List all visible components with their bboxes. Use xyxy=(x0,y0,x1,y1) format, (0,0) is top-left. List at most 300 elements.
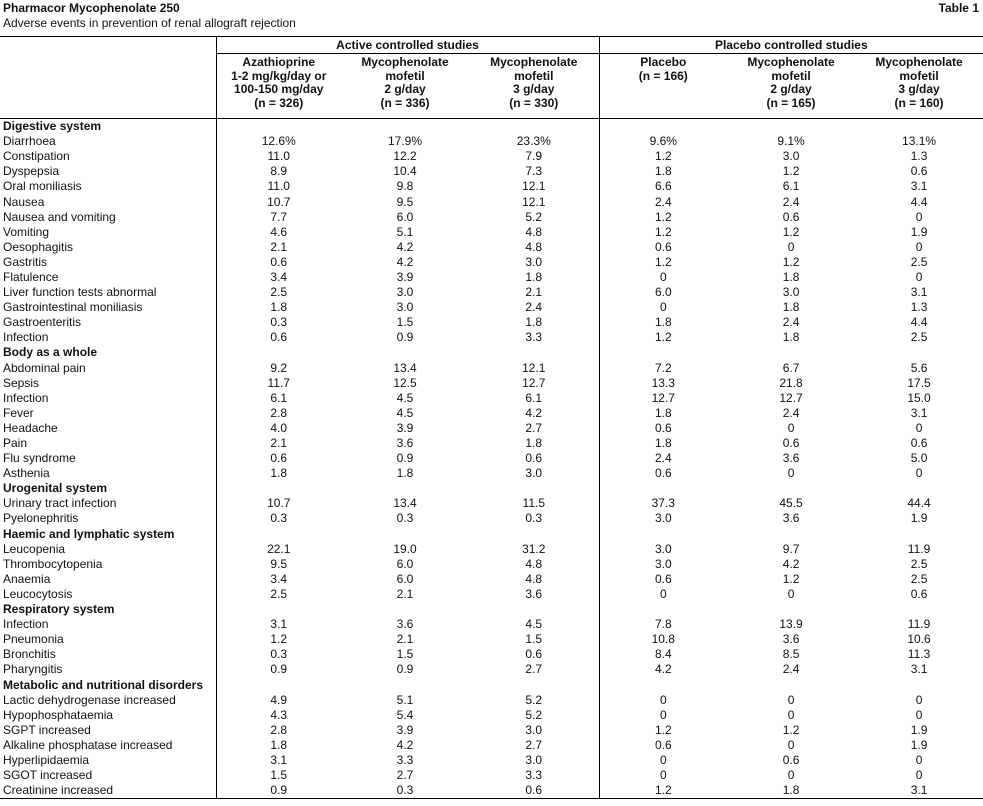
value-cell: 1.2 xyxy=(599,783,727,799)
value-cell: 0.9 xyxy=(396,330,414,345)
empty-cell xyxy=(855,527,983,542)
value-cell: 5.4 xyxy=(396,707,414,722)
value-cell: 2.8 xyxy=(216,406,341,421)
value-cell: 7.8 xyxy=(599,617,727,632)
value-cell: 2.4 xyxy=(782,405,800,420)
value-cell: 11.9 xyxy=(907,541,931,556)
value-cell: 4.2 xyxy=(782,556,800,571)
section-row xyxy=(0,527,983,542)
value-cell: 0.9 xyxy=(396,451,414,466)
value-cell: 0.6 xyxy=(469,783,599,799)
value-cell: 45.5 xyxy=(779,496,803,511)
table-row xyxy=(0,662,983,677)
value-cell: 3.1 xyxy=(910,179,928,194)
value-cell: 4.0 xyxy=(216,421,341,436)
value-cell: 6.1 xyxy=(525,390,543,405)
table-row xyxy=(0,134,983,149)
value-cell: 4.8 xyxy=(525,224,543,239)
section-heading: Urogenital system xyxy=(3,481,108,496)
value-cell: 0 xyxy=(915,269,923,284)
value-cell: 1.2 xyxy=(216,632,341,647)
value-cell: 4.2 xyxy=(396,737,414,752)
column-header-line: 2 g/day xyxy=(770,82,812,97)
value-cell: 4.5 xyxy=(525,617,543,632)
empty-cell xyxy=(855,119,983,135)
value-cell: 0 xyxy=(787,768,795,783)
empty-cell xyxy=(341,527,469,542)
event-label: Asthenia xyxy=(3,466,50,481)
value-cell: 2.5 xyxy=(910,254,928,269)
value-cell: 1.8 xyxy=(525,269,543,284)
table-row xyxy=(0,285,983,300)
value-cell: 3.3 xyxy=(525,330,543,345)
table-row xyxy=(0,240,983,255)
event-label: Flatulence xyxy=(3,269,59,284)
value-cell: 13.3 xyxy=(599,376,727,391)
value-cell: 12.7 xyxy=(779,390,803,405)
event-label: Leucopenia xyxy=(3,541,66,556)
empty-cell xyxy=(216,527,341,542)
value-cell: 2.5 xyxy=(910,571,928,586)
event-label: SGPT increased xyxy=(3,722,91,737)
column-header-line: 3 g/day xyxy=(898,82,940,97)
table-row xyxy=(0,376,983,391)
value-cell: 0.6 xyxy=(525,451,543,466)
value-cell: 2.4 xyxy=(782,315,800,330)
empty-cell xyxy=(599,527,727,542)
value-cell: 1.8 xyxy=(216,466,341,481)
value-cell: 0 xyxy=(599,300,727,315)
value-cell: 4.8 xyxy=(525,239,543,254)
value-cell: 10.8 xyxy=(599,632,727,647)
value-cell: 6.0 xyxy=(599,285,727,300)
value-cell: 1.2 xyxy=(599,723,727,738)
value-cell: 0 xyxy=(599,270,727,285)
event-label: Bronchitis xyxy=(3,647,56,662)
table-row xyxy=(0,194,983,209)
value-cell: 12.1 xyxy=(522,179,546,194)
table-row xyxy=(0,225,983,240)
value-cell: 6.1 xyxy=(782,179,800,194)
table-number: Table 1 xyxy=(938,1,979,15)
value-cell: 4.8 xyxy=(525,571,543,586)
value-cell: 12.2 xyxy=(393,149,417,164)
value-cell: 10.7 xyxy=(216,496,341,511)
column-header-line: (n = 330) xyxy=(509,95,559,110)
event-label: Nausea and vomiting xyxy=(3,209,116,224)
column-header xyxy=(727,54,855,119)
column-header-line: Mycophenolate xyxy=(875,55,963,69)
value-cell: 9.8 xyxy=(396,179,414,194)
title-row xyxy=(3,1,979,16)
column-header-line: Placebo xyxy=(640,55,687,69)
table-row xyxy=(0,421,983,436)
value-cell: 0 xyxy=(915,768,923,783)
event-label: Flu syndrome xyxy=(3,451,76,466)
value-cell: 3.6 xyxy=(782,632,800,647)
empty-cell xyxy=(855,481,983,496)
column-header xyxy=(599,54,727,119)
value-cell: 3.0 xyxy=(599,542,727,557)
value-cell: 0.3 xyxy=(396,511,414,526)
event-label: Leucocytosis xyxy=(3,586,73,601)
event-label: Thrombocytopenia xyxy=(3,556,103,571)
value-cell: 2.5 xyxy=(216,587,341,602)
value-cell: 3.9 xyxy=(396,420,414,435)
column-header-line: (n = 165) xyxy=(766,95,816,110)
value-cell: 5.6 xyxy=(910,360,928,375)
value-cell: 1.8 xyxy=(525,436,543,451)
column-header-blank xyxy=(0,54,216,119)
value-cell: 1.5 xyxy=(525,632,543,647)
value-cell: 0.6 xyxy=(910,586,928,601)
event-label: Liver function tests abnormal xyxy=(3,285,157,300)
value-cell: 0.6 xyxy=(599,240,727,255)
value-cell: 8.4 xyxy=(599,647,727,662)
value-cell: 1.2 xyxy=(599,210,727,225)
value-cell: 10.4 xyxy=(393,164,417,179)
value-cell: 3.0 xyxy=(599,511,727,526)
table-row xyxy=(0,300,983,315)
value-cell: 3.9 xyxy=(396,269,414,284)
column-header-line: 2 g/day xyxy=(384,82,426,97)
event-label: Hyperlipidaemia xyxy=(3,752,90,767)
event-label: Oral moniliasis xyxy=(3,179,82,194)
value-cell: 2.7 xyxy=(396,768,414,783)
value-cell: 0 xyxy=(915,707,923,722)
empty-cell xyxy=(341,119,469,135)
value-cell: 2.4 xyxy=(525,300,543,315)
event-label: Gastrointestinal moniliasis xyxy=(3,300,143,315)
empty-cell xyxy=(599,345,727,360)
value-cell: 1.2 xyxy=(599,255,727,270)
value-cell: 1.2 xyxy=(599,330,727,345)
value-cell: 0 xyxy=(787,692,795,707)
value-cell: 3.4 xyxy=(216,572,341,587)
value-cell: 1.8 xyxy=(782,269,800,284)
value-cell: 17.9% xyxy=(387,134,423,149)
table-row xyxy=(0,406,983,421)
group-header-placebo: Placebo controlled studies xyxy=(599,37,983,54)
event-label: Urinary tract infection xyxy=(3,496,117,511)
event-label: Infection xyxy=(3,617,49,632)
value-cell: 4.4 xyxy=(910,315,928,330)
value-cell: 9.2 xyxy=(216,361,341,376)
value-cell: 11.0 xyxy=(216,179,341,194)
value-cell: 3.6 xyxy=(525,586,543,601)
value-cell: 7.7 xyxy=(216,210,341,225)
value-cell: 0 xyxy=(915,466,923,481)
value-cell: 15.0 xyxy=(907,390,931,405)
event-label: Pneumonia xyxy=(3,632,64,647)
value-cell: 2.7 xyxy=(525,737,543,752)
value-cell: 0.6 xyxy=(910,436,928,451)
value-cell: 0.6 xyxy=(599,466,727,481)
empty-cell xyxy=(727,527,855,542)
value-cell: 2.4 xyxy=(782,194,800,209)
value-cell: 1.8 xyxy=(599,406,727,421)
value-cell: 4.2 xyxy=(525,405,543,420)
value-cell: 7.2 xyxy=(599,361,727,376)
column-header-line: (n = 166) xyxy=(638,68,688,83)
table-row xyxy=(0,511,983,526)
value-cell: 5.2 xyxy=(525,707,543,722)
value-cell: 1.8 xyxy=(396,466,414,481)
value-cell: 1.8 xyxy=(599,436,727,451)
value-cell: 2.1 xyxy=(216,436,341,451)
value-cell: 2.7 xyxy=(525,662,543,677)
value-cell: 6.1 xyxy=(216,391,341,406)
value-cell: 0.6 xyxy=(782,752,800,767)
value-cell: 2.8 xyxy=(216,723,341,738)
value-cell: 13.1% xyxy=(902,134,937,149)
value-cell: 13.4 xyxy=(393,496,417,511)
value-cell: 0 xyxy=(599,693,727,708)
value-cell: 3.1 xyxy=(910,662,928,677)
event-label: Abdominal pain xyxy=(3,360,86,375)
value-cell: 1.9 xyxy=(910,224,928,239)
value-cell: 1.8 xyxy=(727,783,855,799)
group-header-row xyxy=(0,37,983,54)
empty-cell xyxy=(216,481,341,496)
value-cell: 9.7 xyxy=(782,541,800,556)
value-cell: 0 xyxy=(787,707,795,722)
table-row xyxy=(0,436,983,451)
event-label: Fever xyxy=(3,405,34,420)
value-cell: 0 xyxy=(787,466,795,481)
value-cell: 0 xyxy=(787,586,795,601)
table-row xyxy=(0,768,983,783)
empty-cell xyxy=(469,677,599,692)
column-header-line: (n = 336) xyxy=(380,95,430,110)
value-cell: 3.0 xyxy=(599,557,727,572)
value-cell: 3.9 xyxy=(396,722,414,737)
value-cell: 0 xyxy=(787,420,795,435)
column-header xyxy=(469,54,599,119)
table-row xyxy=(0,557,983,572)
table-row xyxy=(0,361,983,376)
table-row xyxy=(0,542,983,557)
empty-cell xyxy=(341,481,469,496)
table-row xyxy=(0,330,983,345)
empty-cell xyxy=(216,602,341,617)
value-cell: 3.0 xyxy=(396,300,414,315)
table-row xyxy=(0,587,983,602)
event-label: Pharyngitis xyxy=(3,662,63,677)
table-row xyxy=(0,149,983,164)
value-cell: 9.5 xyxy=(216,557,341,572)
section-heading: Metabolic and nutritional disorders xyxy=(3,677,204,692)
empty-cell xyxy=(341,345,469,360)
empty-cell xyxy=(341,677,469,692)
value-cell: 21.8 xyxy=(779,375,803,390)
event-label: Infection xyxy=(3,330,49,345)
column-header-line: Azathioprine xyxy=(242,55,316,69)
column-header-line: Mycophenolate xyxy=(747,55,835,69)
value-cell: 5.2 xyxy=(525,692,543,707)
group-header-blank xyxy=(0,37,216,54)
event-label: Lactic dehydrogenase increased xyxy=(3,692,176,707)
table-row xyxy=(0,647,983,662)
section-row xyxy=(0,119,983,135)
value-cell: 1.2 xyxy=(599,225,727,240)
column-header-line: Mycophenolate xyxy=(490,55,578,69)
value-cell: 1.2 xyxy=(599,149,727,164)
table-row xyxy=(0,164,983,179)
empty-cell xyxy=(469,481,599,496)
column-header-line: (n = 326) xyxy=(254,95,304,110)
value-cell: 3.0 xyxy=(782,149,800,164)
adverse-events-table xyxy=(0,36,983,799)
event-label: Infection xyxy=(3,390,49,405)
value-cell: 6.7 xyxy=(782,360,800,375)
document-subtitle: Adverse events in prevention of renal allograft rejection xyxy=(3,16,296,30)
value-cell: 0 xyxy=(599,708,727,723)
empty-cell xyxy=(727,345,855,360)
event-label: Headache xyxy=(3,420,58,435)
column-header-line: 100-150 mg/day xyxy=(234,82,324,97)
event-label: Hypophosphataemia xyxy=(3,707,114,722)
value-cell: 12.6% xyxy=(216,134,341,149)
value-cell: 12.5 xyxy=(393,375,417,390)
value-cell: 3.1 xyxy=(910,405,928,420)
value-cell: 9.1% xyxy=(777,134,805,149)
section-heading: Respiratory system xyxy=(3,602,115,617)
value-cell: 2.5 xyxy=(216,285,341,300)
value-cell: 4.5 xyxy=(396,390,414,405)
value-cell: 6.6 xyxy=(599,179,727,194)
document-title: Pharmacor Mycophenolate 250 xyxy=(3,1,180,15)
event-label: Gastritis xyxy=(3,254,48,269)
empty-cell xyxy=(341,602,469,617)
value-cell: 0.3 xyxy=(216,315,341,330)
value-cell: 2.1 xyxy=(396,632,414,647)
empty-cell xyxy=(216,119,341,135)
value-cell: 23.3% xyxy=(516,134,551,149)
value-cell: 2.7 xyxy=(525,420,543,435)
event-label: Constipation xyxy=(3,149,70,164)
value-cell: 0.6 xyxy=(525,647,543,662)
value-cell: 0 xyxy=(915,692,923,707)
value-cell: 10.7 xyxy=(216,194,341,209)
empty-cell xyxy=(727,677,855,692)
event-label: Anaemia xyxy=(3,571,51,586)
table-row xyxy=(0,632,983,647)
section-row xyxy=(0,677,983,692)
value-cell: 0.6 xyxy=(216,330,341,345)
value-cell: 0.6 xyxy=(216,255,341,270)
event-label: Oesophagitis xyxy=(3,239,74,254)
value-cell: 1.3 xyxy=(910,149,928,164)
value-cell: 3.3 xyxy=(396,752,414,767)
value-cell: 1.2 xyxy=(782,224,800,239)
section-heading: Digestive system xyxy=(3,119,102,134)
value-cell: 1.2 xyxy=(782,254,800,269)
table-row xyxy=(0,723,983,738)
value-cell: 8.9 xyxy=(216,164,341,179)
value-cell: 1.8 xyxy=(216,300,341,315)
event-label: Alkaline phosphatase increased xyxy=(3,737,173,752)
value-cell: 0 xyxy=(599,768,727,783)
event-label: Nausea xyxy=(3,194,45,209)
value-cell: 0 xyxy=(915,239,923,254)
event-label: Gastroenteritis xyxy=(3,315,82,330)
value-cell: 6.0 xyxy=(396,571,414,586)
value-cell: 2.5 xyxy=(910,556,928,571)
section-heading: Haemic and lymphatic system xyxy=(3,526,175,541)
value-cell: 19.0 xyxy=(393,541,417,556)
value-cell: 1.2 xyxy=(782,722,800,737)
section-heading: Body as a whole xyxy=(3,345,98,360)
value-cell: 8.5 xyxy=(782,647,800,662)
value-cell: 0.3 xyxy=(216,511,341,526)
empty-cell xyxy=(469,119,599,135)
value-cell: 1.8 xyxy=(216,738,341,753)
value-cell: 22.1 xyxy=(216,542,341,557)
empty-cell xyxy=(469,602,599,617)
value-cell: 1.8 xyxy=(599,315,727,330)
value-cell: 1.3 xyxy=(910,300,928,315)
value-cell: 5.1 xyxy=(396,224,414,239)
event-label: Pain xyxy=(3,436,28,451)
value-cell: 0.9 xyxy=(396,662,414,677)
value-cell: 3.6 xyxy=(782,511,800,526)
value-cell: 5.0 xyxy=(910,451,928,466)
value-cell: 6.0 xyxy=(396,556,414,571)
value-cell: 12.7 xyxy=(599,391,727,406)
value-cell: 4.9 xyxy=(216,693,341,708)
value-cell: 0.6 xyxy=(782,209,800,224)
value-cell: 9.6% xyxy=(599,134,727,149)
value-cell: 17.5 xyxy=(907,375,931,390)
table-row xyxy=(0,783,983,799)
column-header-line: mofetil xyxy=(899,68,939,83)
table-row xyxy=(0,617,983,632)
empty-cell xyxy=(727,481,855,496)
column-header-line: 3 g/day xyxy=(513,82,555,97)
value-cell: 3.0 xyxy=(525,722,543,737)
table-row xyxy=(0,466,983,481)
event-label: Diarrhoea xyxy=(3,134,56,149)
table-row xyxy=(0,496,983,511)
value-cell: 2.1 xyxy=(396,586,414,601)
value-cell: 1.2 xyxy=(782,164,800,179)
column-header xyxy=(855,54,983,119)
value-cell: 11.0 xyxy=(216,149,341,164)
value-cell: 0 xyxy=(599,587,727,602)
empty-cell xyxy=(216,345,341,360)
value-cell: 1.8 xyxy=(782,300,800,315)
value-cell: 2.1 xyxy=(216,240,341,255)
value-cell: 4.6 xyxy=(216,225,341,240)
event-label: Creatinine increased xyxy=(0,783,216,799)
empty-cell xyxy=(599,481,727,496)
value-cell: 1.8 xyxy=(599,164,727,179)
value-cell: 0.6 xyxy=(910,164,928,179)
value-cell: 4.2 xyxy=(396,254,414,269)
value-cell: 0 xyxy=(599,753,727,768)
value-cell: 10.6 xyxy=(907,632,931,647)
value-cell: 5.2 xyxy=(525,209,543,224)
event-label: Vomiting xyxy=(3,224,50,239)
value-cell: 3.0 xyxy=(396,285,414,300)
table-body xyxy=(0,119,983,799)
value-cell: 3.4 xyxy=(216,270,341,285)
value-cell: 0.3 xyxy=(525,511,543,526)
value-cell: 2.4 xyxy=(782,662,800,677)
value-cell: 7.9 xyxy=(525,149,543,164)
value-cell: 4.4 xyxy=(910,194,928,209)
